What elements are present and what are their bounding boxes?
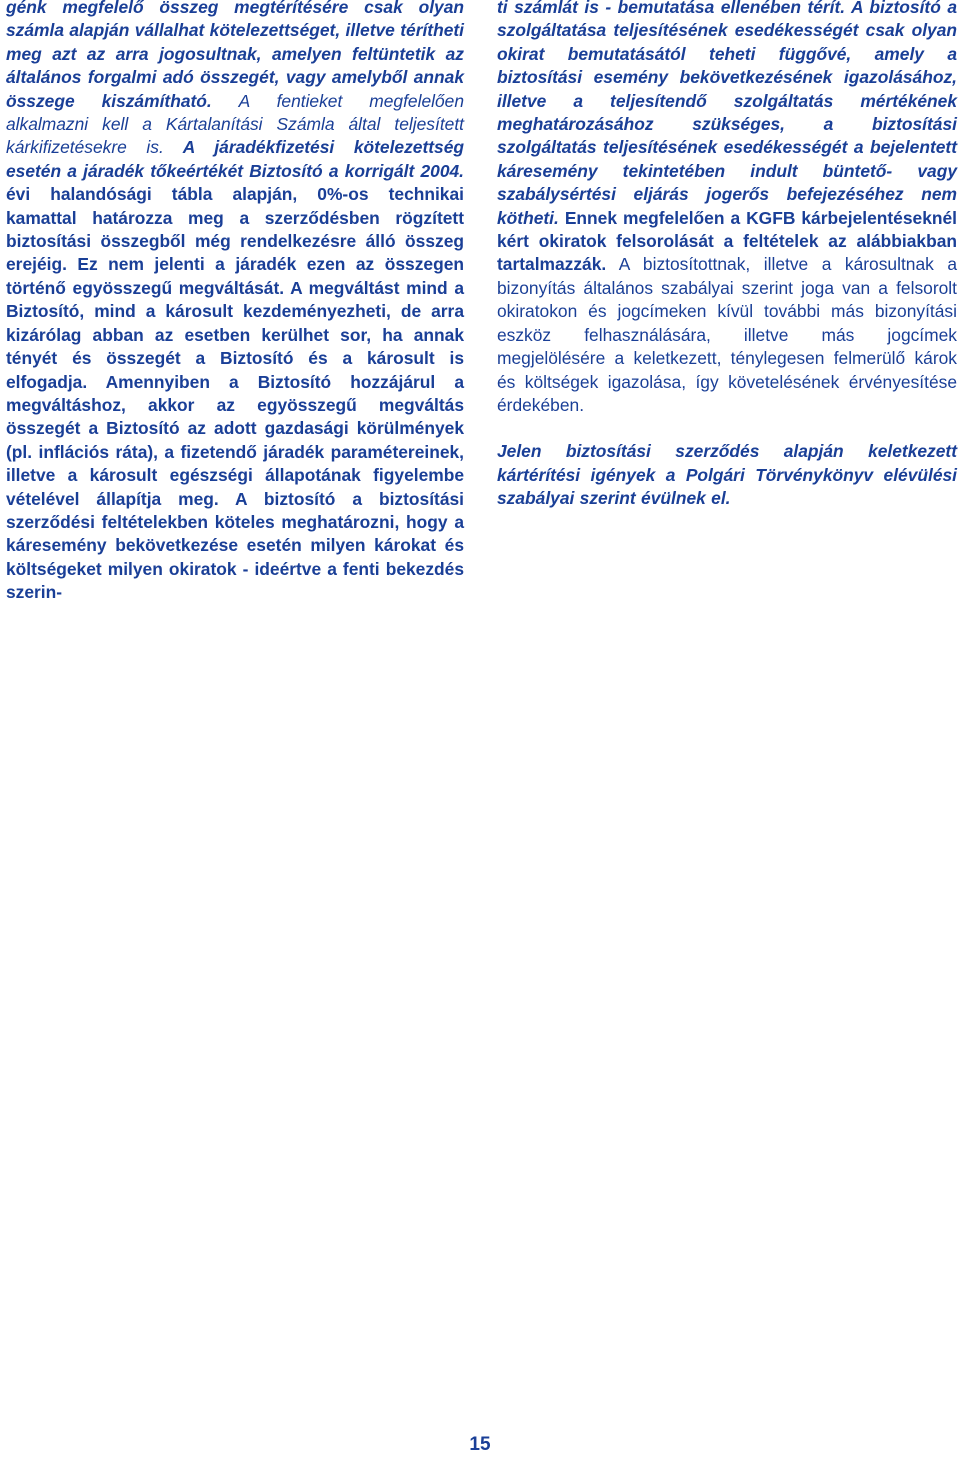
left-paragraph (6, 0, 464, 605)
text-run-document-requirement: ti számlát is - bemutatása ellenében térít. A biztosító a szolgáltatása teljesítésének esedékességét csak olyan okirat bemutatásától teheti függővé, amely a biztosítási esemény bekövetkezésének igazolásához, illetve a teljesítendő szolgáltatás mértékének meghatározásához szükséges, a biztosítási szolgáltatás teljesítésének esedékességét a bejelentett káresemény tekintetében indult büntető- vagy szabálysértési eljárás jogerős befejezéséhez nem kötheti. (497, 0, 957, 228)
text-run-compensation-account: A fentieket megfelelően alkalmazni kell a Kártalanítási Számla által teljesített kárkifizetésekre is. (6, 90, 464, 158)
text-run-kgfb-documents: Ennek megfelelően a KGFB kárbejelentéseknél kért okiratok felsorolását a feltételek az alábbiakban tartalmazzák. (497, 207, 957, 275)
text-run-mortality-table: évi halandósági tábla alapján, 0%-os technikai kamattal határozza meg a szerződésben rögzített biztosítási összegből még rendelkezésre álló összeg erejéig. Ez nem jelenti a járadék ezen az összegen történő egyösszegű megváltását. A megváltást mind a Biztosító, mind a károsult kezdeményezheti, de arra kizárólag abban az esetben kerülhet sor, ha annak tényét és összegét a Biztosító és a károsult is elfogadja. Amennyiben a Biztosító hozzájárul a megváltáshoz, akkor az egyösszegű megváltás összegét a Biztosító az adott gazdasági körülmények (pl. inflációs ráta), a fizetendő járadék paramétereinek, illetve a károsult egészségi állapotának figyelembe vételével állapítja meg. A biztosító a biztosítási szerződési feltételekben köteles meghatározni, hogy a káresemény bekövetkezése esetén milyen károkat és költségeket milyen okiratok - ideértve a fenti bekezdés szerin- (6, 184, 464, 603)
page-number: 15 (469, 1434, 491, 1455)
text-run-proof-rules: A biztosítottnak, illetve a károsultnak a bizonyítás általános szabályai szerint joga van a felsorolt okiratokon és jogcímeken kívül további más bizonyítási eszköz felhasználására, illetve más jogcímek megjelölésére a keletkezett, ténylegesen felmerülő károk és költségek igazolása, így követelésének érvényesítése érdekében. (497, 254, 957, 415)
text-run-annuity-duty: A járadékfizetési kötelezettség esetén a járadék tőkeértékét Biztosító a korrigált 2004. (6, 137, 465, 181)
right-column (497, 0, 957, 511)
text-run-opening: génk megfelelő összeg megtérítésére csak olyan számla alapján vállalhat kötelezettséget, illetve térítheti meg azt az arra jogosultnak, amelyen feltüntetik az általános forgalmi adó összegét, vagy amelyből annak összege kiszámítható. (6, 0, 464, 111)
paragraph-gap (497, 417, 957, 440)
left-column (6, 0, 464, 605)
limitation-paragraph: Jelen biztosítási szerződés alapján keletkezett kártérítési igények a Polgári Törvénykönyv elévülési szabályai szerint évülnek el. (497, 441, 957, 509)
right-paragraph (497, 0, 957, 417)
